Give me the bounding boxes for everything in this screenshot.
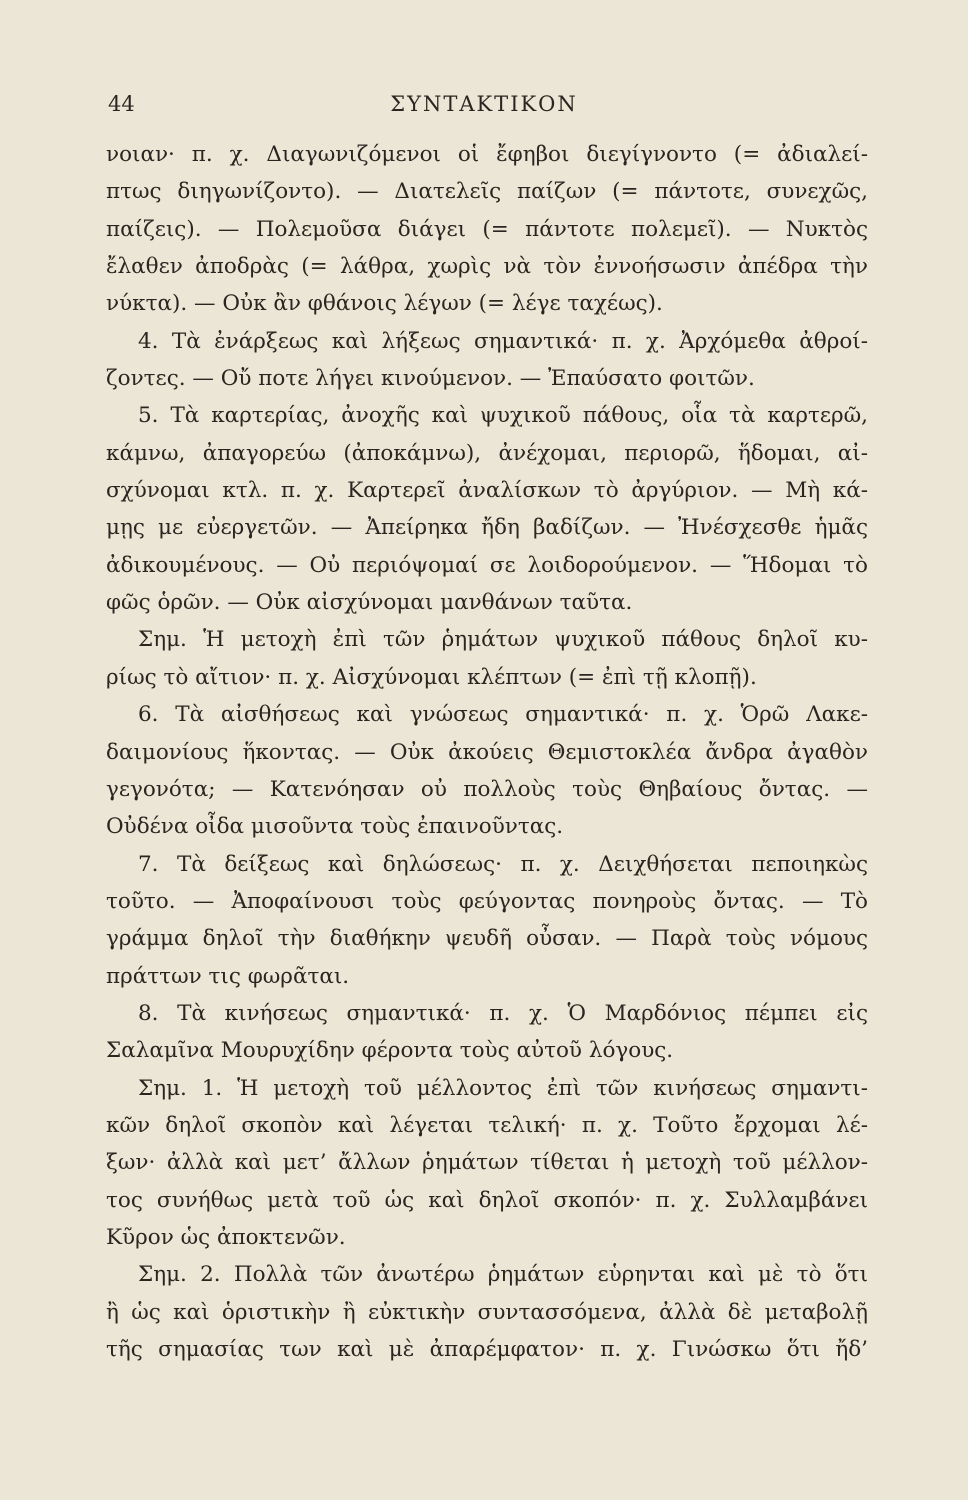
text-line: ἀδικουμένους. — Οὐ περιόψομαί σε λοιδορούμενον. — Ἥδομαι τὸ	[106, 552, 868, 578]
text-line: μῃς με εὐεργετῶν. — Ἀπείρηκα ἤδη βαδίζων. — Ἠνέσχεσθε ἡμᾶς	[106, 515, 868, 541]
text-line: 6. Τὰ αἰσθήσεως καὶ γνώσεως σημαντικά· π. χ. Ὁρῶ Λακε-	[138, 702, 868, 728]
text-line: Σαλαμῖνα Μουρυχίδην φέροντα τοὺς αὐτοῦ λόγους.	[106, 1038, 674, 1064]
body-text	[106, 136, 868, 1368]
text-line: 4. Τὰ ἐνάρξεως καὶ λήξεως σημαντικά· π. χ. Ἀρχόμεθα ἀθροί-	[138, 328, 868, 354]
text-line: γεγονότα; — Κατενόησαν οὐ πολλοὺς τοὺς Θηβαίους ὄντας. —	[106, 776, 868, 802]
text-line: ρίως τὸ αἴτιον· π. χ. Αἰσχύνομαι κλέπτων (= ἐπὶ τῇ κλοπῇ).	[106, 664, 757, 690]
text-line: ἔλαθεν ἀποδρὰς (= λάθρα, χωρὶς νὰ τὸν ἐννοήσωσιν ἀπέδρα τὴν	[106, 254, 868, 280]
text-line: ζοντες. — Οὔ ποτε λήγει κινούμενον. — Ἐπαύσατο φοιτῶν.	[106, 366, 755, 392]
text-line: 7. Τὰ δείξεως καὶ δηλώσεως· π. χ. Δειχθήσεται πεποιηκὼς	[138, 851, 868, 877]
text-line: κῶν δηλοῖ σκοπὸν καὶ λέγεται τελική· π. χ. Τοῦτο ἔρχομαι λέ-	[106, 1112, 868, 1138]
text-line: δαιμονίους ἥκοντας. — Οὐκ ἀκούεις Θεμιστοκλέα ἄνδρα ἀγαθὸν	[106, 739, 868, 765]
text-line: τοῦτο. — Ἀποφαίνουσι τοὺς φεύγοντας πονηροὺς ὄντας. — Τὸ	[106, 888, 868, 914]
text-line: φῶς ὁρῶν. — Οὐκ αἰσχύνομαι μανθάνων ταῦτα.	[106, 590, 633, 616]
text-line: γράμμα δηλοῖ τὴν διαθήκην ψευδῆ οὖσαν. — Παρὰ τοὺς νόμους	[106, 926, 868, 952]
text-line: τῆς σημασίας των καὶ μὲ ἀπαρέμφατον· π. χ. Γινώσκω ὅτι ἤδ’	[106, 1337, 868, 1362]
text-line: πράττων τις φωρᾶται.	[106, 963, 350, 989]
page-number: 44	[108, 92, 135, 116]
text-line: 8. Τὰ κινήσεως σημαντικά· π. χ. Ὁ Μαρδόνιος πέμπει εἰς	[138, 1000, 868, 1026]
text-line: Οὐδένα οἶδα μισοῦντα τοὺς ἐπαινοῦντας.	[106, 814, 564, 840]
text-line: 5. Τὰ καρτερίας, ἀνοχῆς καὶ ψυχικοῦ πάθους, οἷα τὰ καρτερῶ,	[138, 403, 868, 429]
running-head: ΣΥΝΤΑΚΤΙΚΟΝ	[390, 92, 578, 116]
text-line: ἢ ὡς καὶ ὁριστικὴν ἢ εὐκτικὴν συντασσόμενα, ἀλλὰ δὲ μεταβολῇ	[106, 1299, 868, 1325]
text-line: Σημ. 1. Ἡ μετοχὴ τοῦ μέλλοντος ἐπὶ τῶν κινήσεως σημαντι-	[138, 1075, 868, 1101]
text-line: νύκτα). — Οὐκ ἂν φθάνοις λέγων (= λέγε ταχέως).	[106, 291, 663, 317]
text-line: Σημ. 2. Πολλὰ τῶν ἀνωτέρω ῥημάτων εὑρηνται καὶ μὲ τὸ ὅτι	[138, 1262, 868, 1288]
text-line: νοιαν· π. χ. Διαγωνιζόμενοι οἱ ἔφηβοι διεγίγνοντο (= ἀδιαλεί-	[106, 142, 868, 167]
text-line: Σημ. Ἡ μετοχὴ ἐπὶ τῶν ῥημάτων ψυχικοῦ πάθους δηλοῖ κυ-	[138, 627, 868, 653]
text-line: πτως διηγωνίζοντο). — Διατελεῖς παίζων (= πάντοτε, συνεχῶς,	[106, 179, 868, 205]
text-line: τος συνήθως μετὰ τοῦ ὡς καὶ δηλοῖ σκοπόν· π. χ. Συλλαμβάνει	[106, 1187, 868, 1213]
text-line: σχύνομαι κτλ. π. χ. Καρτερεῖ ἀναλίσκων τὸ ἀργύριον. — Μὴ κά-	[106, 478, 868, 504]
text-line: Κῦρον ὡς ἀποκτενῶν.	[106, 1224, 346, 1250]
text-line: παίζεις). — Πολεμοῦσα διάγει (= πάντοτε πολεμεῖ). — Νυκτὸς	[106, 216, 868, 242]
page-header	[0, 92, 968, 132]
text-line: κάμνω, ἀπαγορεύω (ἀποκάμνω), ἀνέχομαι, περιορῶ, ἥδομαι, αἰ-	[106, 440, 868, 466]
text-line: ξων· ἀλλὰ καὶ μετ’ ἄλλων ῥημάτων τίθεται ἡ μετοχὴ τοῦ μέλλον-	[106, 1150, 868, 1176]
